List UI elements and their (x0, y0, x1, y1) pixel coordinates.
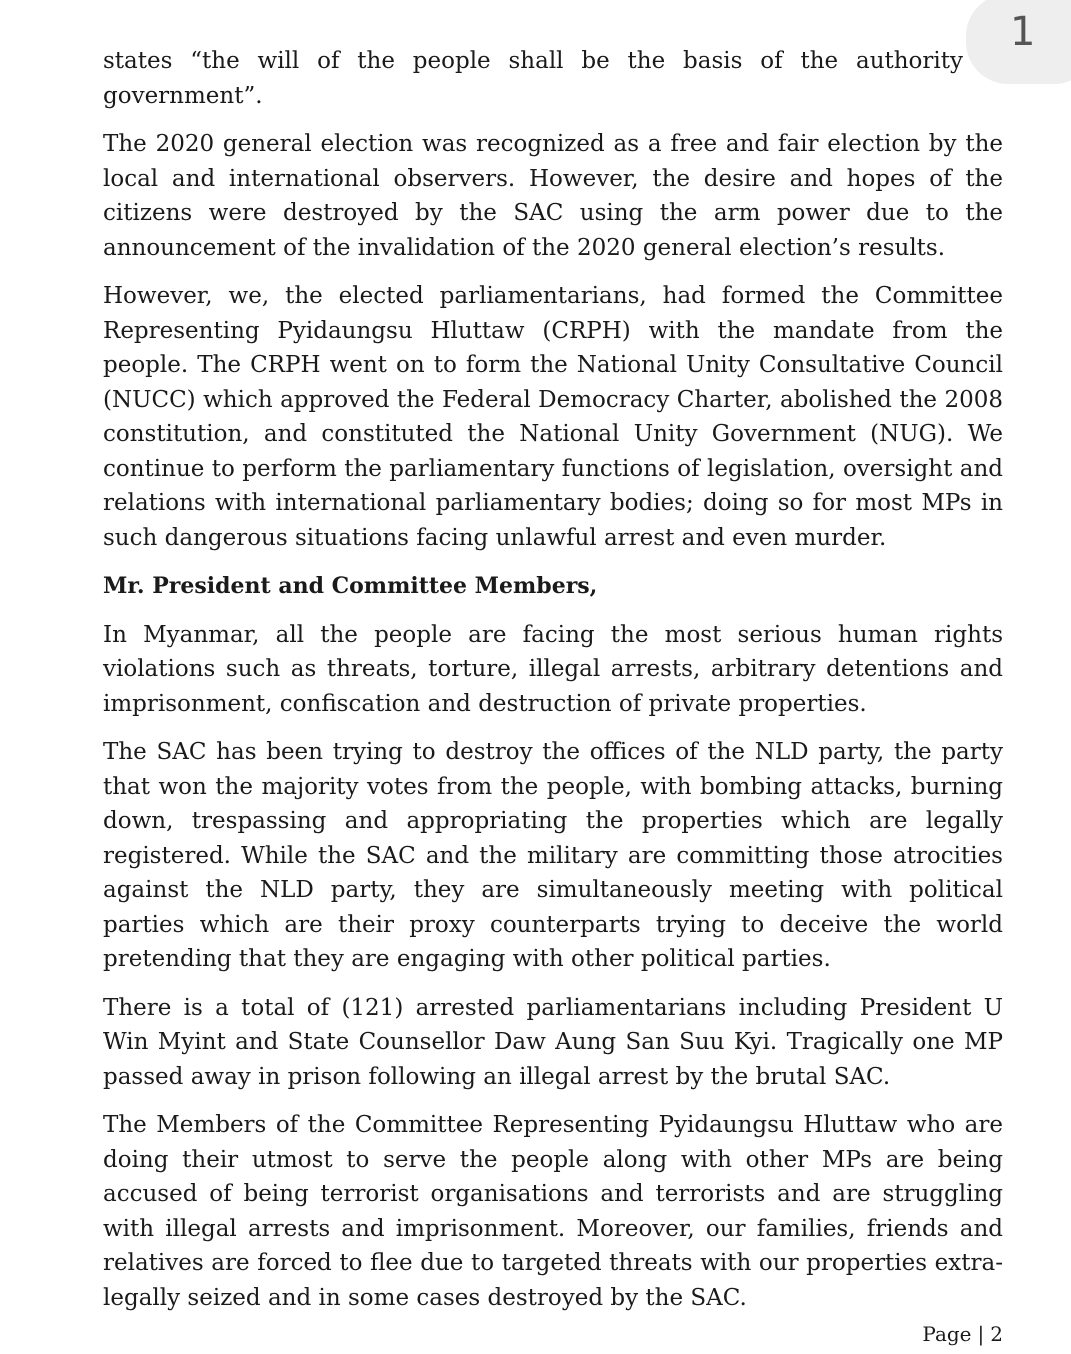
footer-page-number: 2 (990, 1322, 1003, 1346)
page-indicator-number: 1 (1010, 9, 1036, 55)
paragraph-human-rights: In Myanmar, all the people are facing the most serious human rights violations such as threats, torture, illegal arrests, arbitrary detentions and imprisonment, confiscation and destruction of private properties. (103, 621, 1003, 717)
section-heading: Mr. President and Committee Members, (103, 573, 598, 599)
paragraph-crph-formation: However, we, the elected parliamentarians, had formed the Committee Representing Pyidaungsu Hluttaw (CRPH) with the mandate from the people. The CRPH went on to form the National Unity Consultative Council (NUCC) which approved the Federal Democracy Charter, abolished the 2008 constitution, and constituted the National Unity Government (NUG). We continue to perform the parliamentary functions of legislation, oversight and relations with international parliamentary bodies; doing so for most MPs in such dangerous situations facing unlawful arrest and even murder. (103, 283, 1003, 551)
paragraph-2020-election: The 2020 general election was recognized as a free and fair election by the local and international observers. However, the desire and hopes of the citizens were destroyed by the SAC using the arm power due to the announcement of the invalidation of the 2020 general election’s results. (103, 131, 1003, 261)
footer-separator: | (977, 1322, 985, 1346)
document-body (103, 44, 1003, 1329)
paragraph-crph-members: The Members of the Committee Representing Pyidaungsu Hluttaw who are doing their utmost to serve the people along with other MPs are being accused of being terrorist organisations and terrorists and are struggling with illegal arrests and imprisonment. Moreover, our families, friends and relatives are forced to flee due to targeted threats with our properties extra-legally seized and in some cases destroyed by the SAC. (103, 1112, 1003, 1311)
paragraph-quote-continuation: states “the will of the people shall be the basis of the authority government”. (103, 48, 963, 109)
page-footer (922, 1322, 1003, 1346)
paragraph-arrested-mps: There is a total of (121) arrested parliamentarians including President U Win Myint and State Counsellor Daw Aung San Suu Kyi. Tragically one MP passed away in prison following an illegal arrest by the brutal SAC. (103, 994, 1003, 1090)
paragraph-nld-offices: The SAC has been trying to destroy the offices of the NLD party, the party that won the majority votes from the people, with bombing attacks, burning down, trespassing and appropriating the properties which are legally registered. While the SAC and the military are committing those atrocities against the NLD party, they are simultaneously meeting with political parties which are their proxy counterparts trying to deceive the world pretending that they are engaging with other political parties. (103, 739, 1003, 972)
footer-page-label: Page (922, 1322, 972, 1346)
